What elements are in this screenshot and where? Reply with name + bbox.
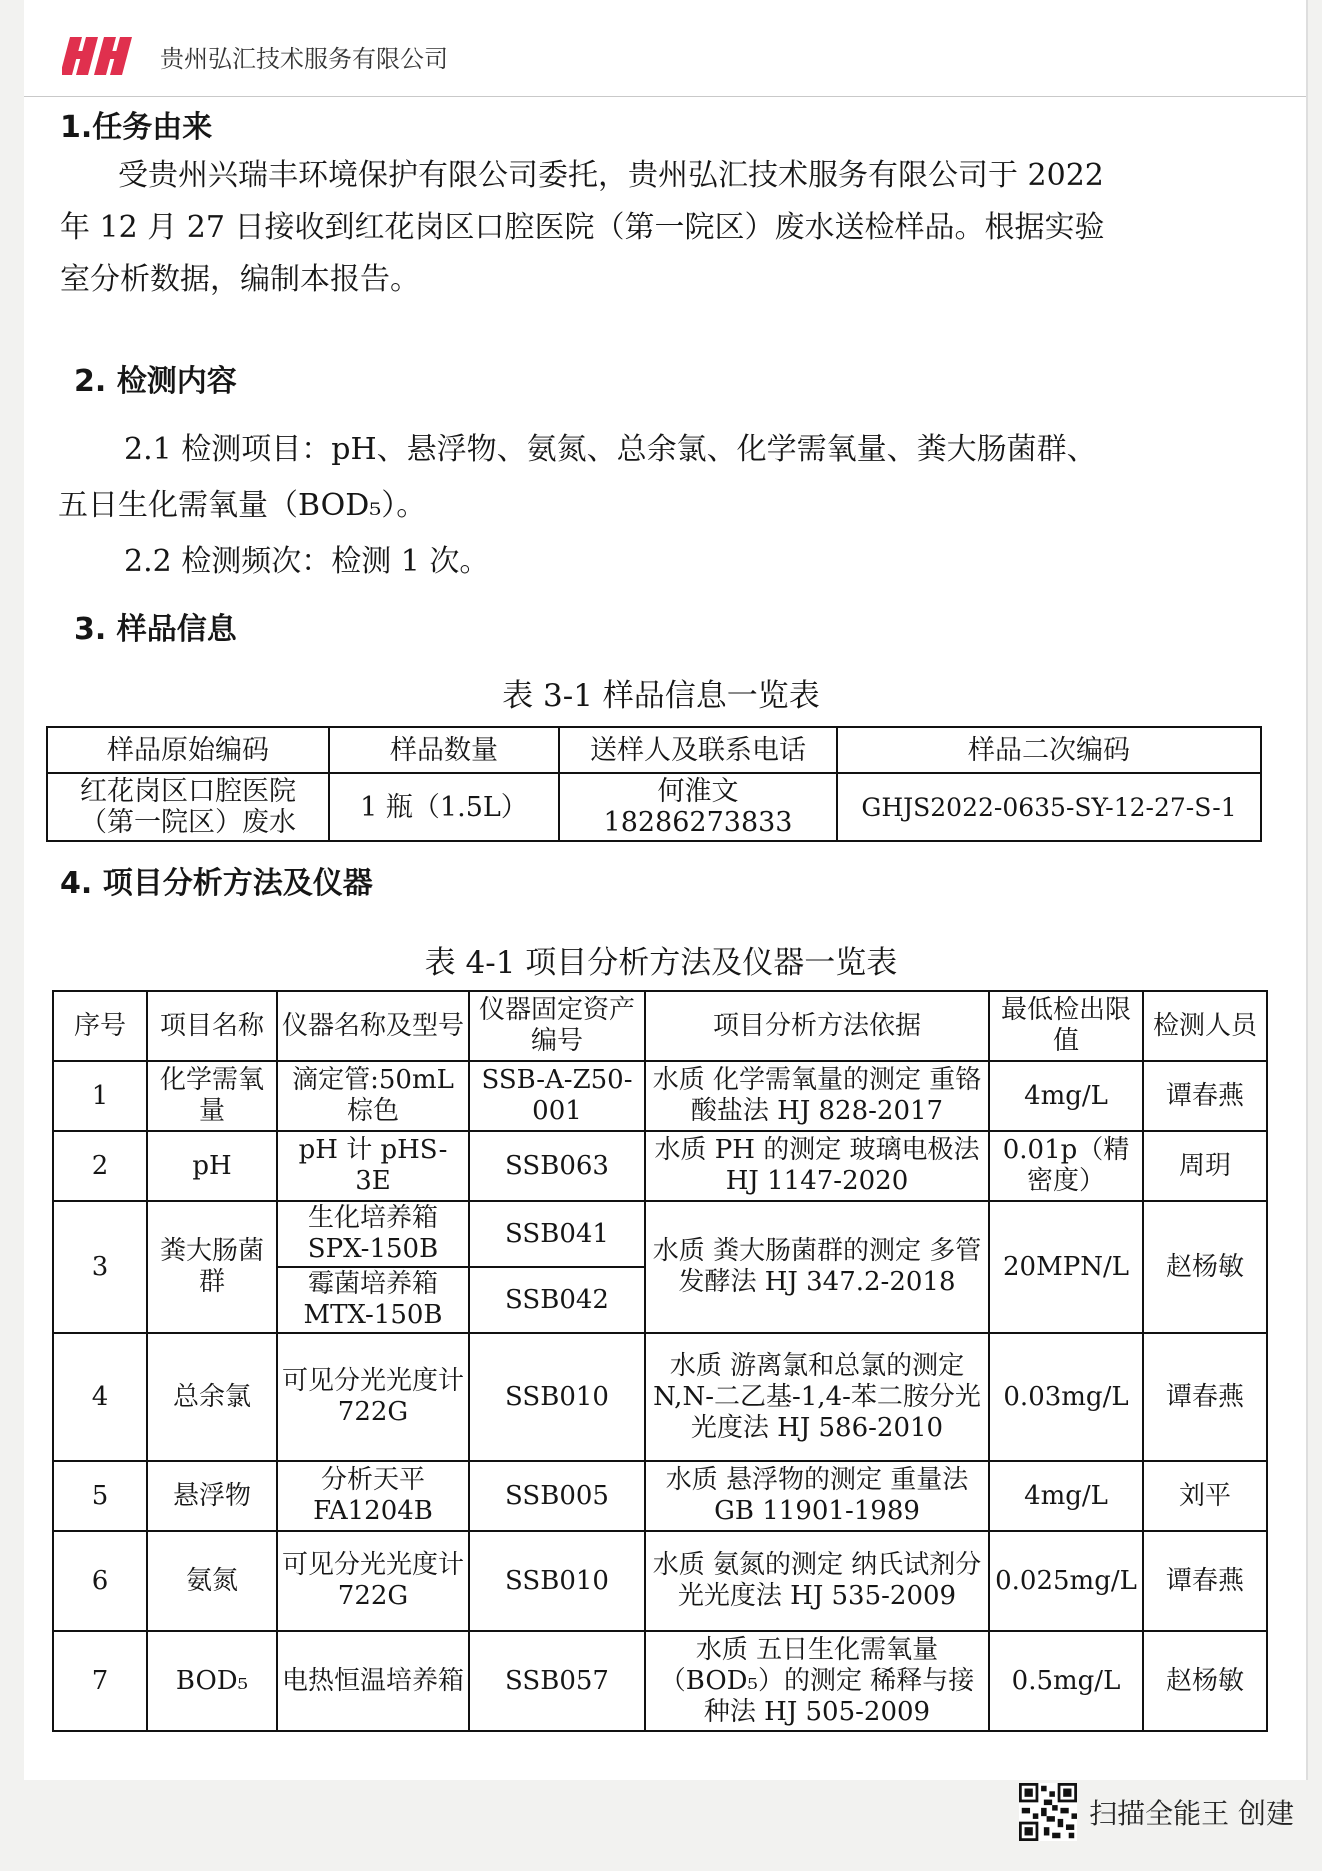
asset-number: SSB010 [469,1333,645,1461]
row-number: 1 [53,1061,147,1131]
company-logo [62,31,142,81]
header-cell: 仪器名称及型号 [277,991,469,1061]
instrument: 滴定管:50mL 棕色 [277,1061,469,1131]
table-cell: 1 瓶（1.5L） [329,773,559,841]
method: 水质 氨氮的测定 纳氏试剂分光光度法 HJ 535-2009 [645,1531,989,1631]
asset-number: SSB041 [469,1201,645,1267]
item-name: 化学需氧量 [147,1061,277,1131]
table-row [53,1201,1267,1267]
watermark-text: 扫描全能王 创建 [1089,1797,1294,1830]
header-cell: 样品二次编码 [837,727,1261,773]
header-cell: 检测人员 [1143,991,1267,1061]
instrument: 可见分光光度计 722G [277,1333,469,1461]
section-2-item-1-line-2: 五日生化需氧量（BOD₅）。 [58,488,427,523]
page-header [62,26,448,86]
detection-limit: 0.03mg/L [989,1333,1143,1461]
header-cell: 项目分析方法依据 [645,991,989,1061]
table-header-row [47,727,1261,773]
section-1-line-3: 室分析数据，编制本报告。 [60,262,420,297]
detection-limit: 0.5mg/L [989,1631,1143,1731]
table-row [53,1333,1267,1461]
method: 水质 PH 的测定 玻璃电极法 HJ 1147-2020 [645,1131,989,1201]
row-number: 3 [53,1201,147,1333]
analyst: 周玥 [1143,1131,1267,1201]
item-name: BOD₅ [147,1631,277,1731]
table-row [53,1461,1267,1531]
row-number: 5 [53,1461,147,1531]
item-name: 总余氯 [147,1333,277,1461]
table-row [53,1131,1267,1201]
analyst: 谭春燕 [1143,1333,1267,1461]
header-cell: 样品原始编码 [47,727,329,773]
header-cell: 最低检出限值 [989,991,1143,1061]
asset-number: SSB042 [469,1267,645,1333]
table-cell: 红花岗区口腔医院（第一院区）废水 [47,773,329,841]
item-name: 粪大肠菌群 [147,1201,277,1333]
table-cell: 何淮文 18286273833 [559,773,837,841]
method: 水质 五日生化需氧量（BOD₅）的测定 稀释与接种法 HJ 505-2009 [645,1631,989,1731]
asset-number: SSB-A-Z50-001 [469,1061,645,1131]
section-2-item-1-line-1: 2.1 检测项目：pH、悬浮物、氨氮、总余氯、化学需氧量、粪大肠菌群、 [124,432,1097,467]
table-row [47,773,1261,841]
header-cell: 序号 [53,991,147,1061]
company-name: 贵州弘汇技术服务有限公司 [160,44,448,73]
method: 水质 化学需氧量的测定 重铬酸盐法 HJ 828-2017 [645,1061,989,1131]
instrument: pH 计 pHS-3E [277,1131,469,1201]
method: 水质 悬浮物的测定 重量法 GB 11901-1989 [645,1461,989,1531]
section-2-title: 2. 检测内容 [74,364,237,399]
table-3-1-caption: 表 3-1 样品信息一览表 [502,678,820,714]
instrument: 霉菌培养箱 MTX-150B [277,1267,469,1333]
header-cell: 送样人及联系电话 [559,727,837,773]
header-cell: 样品数量 [329,727,559,773]
detection-limit: 20MPN/L [989,1201,1143,1333]
asset-number: SSB005 [469,1461,645,1531]
item-name: 悬浮物 [147,1461,277,1531]
detection-limit: 0.01p（精密度） [989,1131,1143,1201]
qr-code-icon [1019,1783,1077,1841]
analyst: 谭春燕 [1143,1061,1267,1131]
analyst: 刘平 [1143,1461,1267,1531]
scanner-watermark [1019,1783,1294,1841]
asset-number: SSB010 [469,1531,645,1631]
row-number: 7 [53,1631,147,1731]
instrument: 生化培养箱 SPX-150B [277,1201,469,1267]
table-cell: GHJS2022-0635-SY-12-27-S-1 [837,773,1261,841]
header-cell: 仪器固定资产编号 [469,991,645,1061]
header-rule [24,96,1306,97]
method-instrument-table [52,990,1268,1732]
section-1-line-2: 年 12 月 27 日接收到红花岗区口腔医院（第一院区）废水送检样品。根据实验 [60,210,1105,245]
table-header-row [53,991,1267,1061]
table-row [53,1531,1267,1631]
section-2-item-2: 2.2 检测频次：检测 1 次。 [124,544,490,579]
table-row [53,1061,1267,1131]
section-3-title: 3. 样品信息 [74,612,237,647]
row-number: 4 [53,1333,147,1461]
section-4-title: 4. 项目分析方法及仪器 [60,866,373,901]
method: 水质 粪大肠菌群的测定 多管发酵法 HJ 347.2-2018 [645,1201,989,1333]
instrument: 分析天平 FA1204B [277,1461,469,1531]
table-4-1-caption: 表 4-1 项目分析方法及仪器一览表 [424,945,898,981]
asset-number: SSB063 [469,1131,645,1201]
asset-number: SSB057 [469,1631,645,1731]
instrument: 电热恒温培养箱 [277,1631,469,1731]
section-1-title: 1.任务由来 [60,110,213,145]
row-number: 2 [53,1131,147,1201]
sample-info-table [46,726,1262,842]
row-number: 6 [53,1531,147,1631]
instrument: 可见分光光度计 722G [277,1531,469,1631]
item-name: 氨氮 [147,1531,277,1631]
detection-limit: 4mg/L [989,1461,1143,1531]
analyst: 谭春燕 [1143,1531,1267,1631]
header-cell: 项目名称 [147,991,277,1061]
detection-limit: 0.025mg/L [989,1531,1143,1631]
method: 水质 游离氯和总氯的测定 N,N-二乙基-1,4-苯二胺分光光度法 HJ 586-2010 [645,1333,989,1461]
item-name: pH [147,1131,277,1201]
analyst: 赵杨敏 [1143,1201,1267,1333]
table-row [53,1631,1267,1731]
section-1-line-1: 受贵州兴瑞丰环境保护有限公司委托，贵州弘汇技术服务有限公司于 2022 [118,158,1104,193]
analyst: 赵杨敏 [1143,1631,1267,1731]
detection-limit: 4mg/L [989,1061,1143,1131]
